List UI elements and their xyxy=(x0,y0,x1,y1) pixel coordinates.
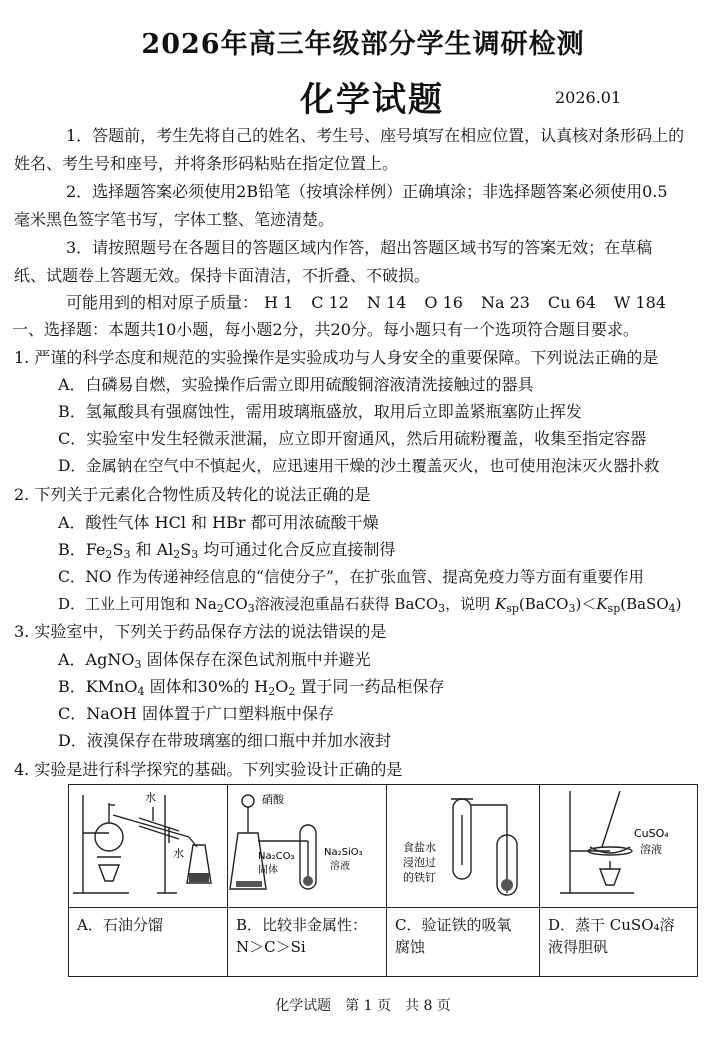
label-nitric-acid: 硝酸 xyxy=(262,793,284,806)
evaporation-apparatus-icon xyxy=(540,785,697,903)
mass-cu: Cu 64 xyxy=(547,293,596,312)
q2-option-b: B．$Fe_2S_3$ 和 $Al_2S_3$ 均可通过化合反应直接制得 xyxy=(58,540,396,561)
q2-stem: 2. 下列关于元素化合物性质及转化的说法正确的是 xyxy=(14,485,371,504)
caption-b-line2: N＞C＞Si xyxy=(236,938,306,956)
label-solution-d: 溶液 xyxy=(640,843,662,856)
atomic-masses-label: 可能用到的相对原子质量： xyxy=(66,293,259,312)
mass-na: Na 23 xyxy=(480,293,530,312)
mass-n: N 14 xyxy=(366,293,407,312)
caption-a xyxy=(69,908,228,977)
caption-c xyxy=(387,908,540,977)
q2-option-d-head: D．工业上可用饱和 Na xyxy=(58,595,217,613)
q1-option-c: C．实验室中发生轻微汞泄漏，应立即开窗通风，然后用硫粉覆盖，收集至指定容器 xyxy=(58,429,647,448)
mass-h: H 1 xyxy=(264,293,294,312)
q3-option-c: C．NaOH 固体置于广口塑料瓶中保存 xyxy=(58,704,334,723)
q3-option-b-text: 固体和30%的 xyxy=(149,677,250,696)
apparatus-c xyxy=(387,785,540,908)
exam-title: 2026年高三年级部分学生调研检测 xyxy=(141,29,585,60)
caption-d-line2: 液得胆矾 xyxy=(548,938,609,956)
q3-option-b-end: 置于同一药品柜保存 xyxy=(300,677,445,696)
caption-b xyxy=(228,908,387,977)
mass-o: O 16 xyxy=(424,293,463,312)
acid-comparison-apparatus-icon xyxy=(228,785,386,903)
apparatus-a xyxy=(69,785,228,908)
caption-d-line1: D．蒸干 CuSO₄溶 xyxy=(548,916,675,934)
label-salt-water-3: 的铁钉 xyxy=(403,871,436,884)
q2-option-d-tail: ，说明 xyxy=(445,595,491,613)
q2-option-d: D．工业上可用饱和 $Na_2CO_3$溶液浸泡重晶石获得 BaCO$_3$，说明 $K_{sp}(BaCO_3)<K_{sp}(BaSO_4)$ xyxy=(58,595,682,615)
caption-a-text: A．石油分馏 xyxy=(77,916,163,934)
q2-option-d-mid: 溶液浸泡重晶石获得 BaCO xyxy=(254,595,439,613)
instruction-2a: 2．选择题答案必须使用2B铅笔（按填涂样例）正确填涂；非选择题答案必须使用0.5 xyxy=(66,182,668,201)
apparatus-table xyxy=(68,784,698,977)
label-cuso4: CuSO₄ xyxy=(634,827,669,840)
q1-option-d: D．金属钠在空气中不慎起火，应迅速用干燥的沙土覆盖灭火，也可使用泡沫灭火器扑救 xyxy=(58,457,660,475)
label-na2co3: Na₂CO₃ xyxy=(258,851,295,862)
label-water-top: 水 xyxy=(145,791,156,804)
instruction-3a: 3．请按照题号在各题目的答题区域内作答，超出答题区域书写的答案无效；在草稿 xyxy=(66,238,653,257)
q1-option-b: B．氢氟酸具有强腐蚀性，需用玻璃瓶盛放，取用后立即盖紧瓶塞防止挥发 xyxy=(58,402,582,421)
label-water-bottom: 水 xyxy=(173,847,184,860)
q3-option-b: B．KMnO$_4$ 固体和30%的 $H_2O_2$ 置于同一药品柜保存 xyxy=(58,677,445,698)
q3-option-a: A．AgNO$_3$ 固体保存在深色试剂瓶中并避光 xyxy=(58,650,371,671)
mass-c: C 12 xyxy=(311,293,349,312)
label-salt-water-1: 食盐水 xyxy=(403,841,436,854)
label-solid: 固体 xyxy=(258,865,278,876)
caption-c-line1: C．验证铁的吸氧 xyxy=(395,916,512,934)
q3-option-a-text: 固体保存在深色试剂瓶中并避光 xyxy=(146,650,371,669)
caption-c-line2: 腐蚀 xyxy=(395,938,426,956)
instruction-1a: 1．答题前，考生先将自己的姓名、考生号、座号填写在相应位置，认真核对条形码上的 xyxy=(66,126,685,145)
exam-date: 2026.01 xyxy=(555,88,622,107)
q3-option-d: D．液溴保存在带玻璃塞的细口瓶中并加水液封 xyxy=(58,731,391,750)
q2-option-b-text: 均可通过化合反应直接制得 xyxy=(203,540,396,559)
atomic-masses xyxy=(14,293,712,313)
section-heading: 一、选择题：本题共10小题，每小题2分，共20分。每小题只有一个选项符合题目要求。 xyxy=(12,320,639,339)
label-salt-water-2: 浸泡过 xyxy=(403,856,436,869)
instruction-2b: 毫米黑色签字笔书写，字体工整、笔迹清楚。 xyxy=(14,210,335,229)
instruction-1b: 姓名、考生号和座号，并将条形码粘贴在指定位置上。 xyxy=(14,154,399,173)
q2-option-a: A．酸性气体 HCl 和 HBr 都可用浓硫酸干燥 xyxy=(58,513,379,532)
caption-d xyxy=(540,908,698,977)
caption-b-line1: B．比较非金属性： xyxy=(236,916,368,934)
q1-option-a: A．白磷易自燃，实验操作后需立即用硫酸铜溶液清洗接触过的器具 xyxy=(58,375,534,394)
page-footer: 化学试题 第 1 页 共 8 页 xyxy=(275,998,451,1014)
label-solution-b: 溶液 xyxy=(330,861,350,872)
iron-corrosion-apparatus-icon xyxy=(387,785,539,903)
subject-title: 化学试题 xyxy=(300,80,444,120)
q3-stem: 3. 实验室中，下列关于药品保存方法的说法错误的是 xyxy=(14,622,387,641)
distillation-apparatus-icon xyxy=(69,785,227,903)
mass-w: W 184 xyxy=(613,293,666,312)
apparatus-b xyxy=(228,785,387,908)
q2-option-c: C．NO 作为传递神经信息的“信使分子”，在扩张血管、提高免疫力等方面有重要作用 xyxy=(58,568,644,586)
apparatus-d xyxy=(540,785,698,908)
instruction-3b: 纸、试题卷上答题无效。保持卡面清洁，不折叠、不破损。 xyxy=(14,266,431,285)
q1-stem: 1. 严谨的科学态度和规范的实验操作是实验成功与人身安全的重要保障。下列说法正确的是 xyxy=(14,348,659,367)
label-na2sio3: Na₂SiO₃ xyxy=(324,847,363,858)
q4-stem: 4. 实验是进行科学探究的基础。下列实验设计正确的是 xyxy=(14,760,403,779)
